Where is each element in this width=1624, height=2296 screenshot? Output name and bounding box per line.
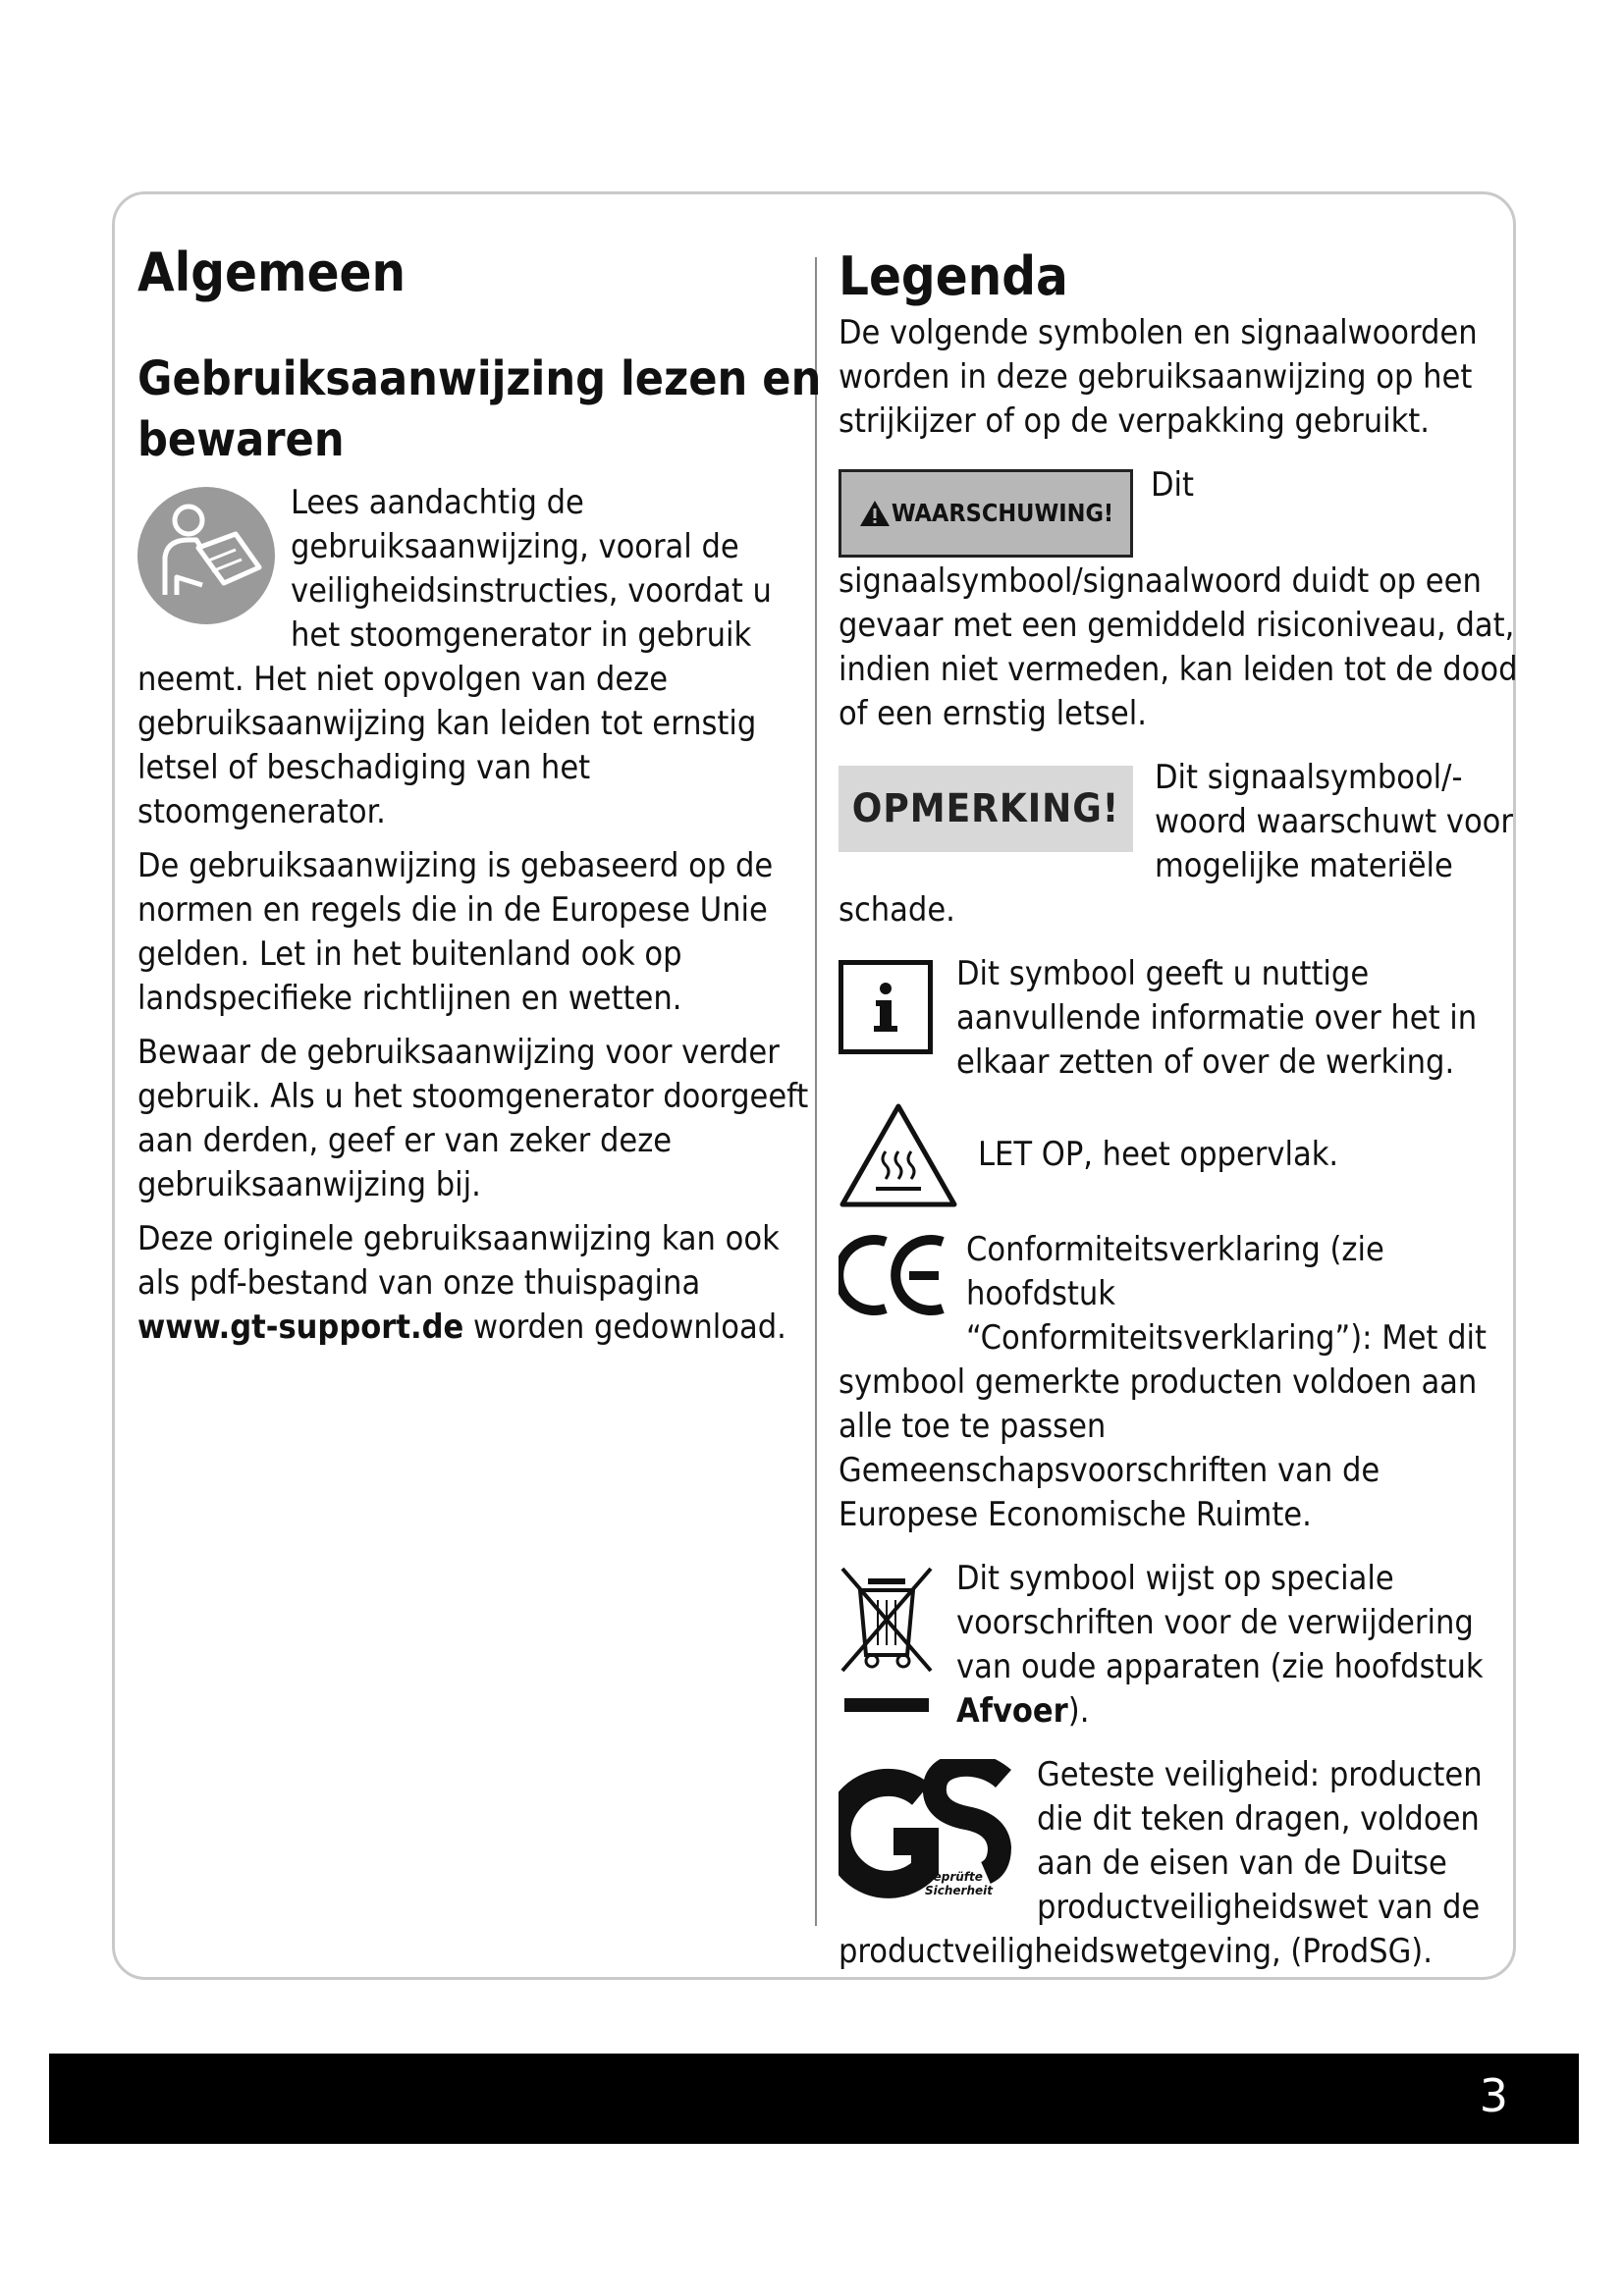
subheading-read-and-keep: Gebruiksaanwijzing lezen en bewaren bbox=[137, 350, 822, 468]
pdf-text-end: worden gedownload. bbox=[463, 1307, 786, 1347]
gs-small-label-1: geprüfte bbox=[925, 1869, 983, 1884]
gs-description: Geteste veiligheid: producten die dit teken dragen, voldoen aan de eisen van de Duitse productveiligheidswet van de productveiligheidswetgeving, (ProdSG). bbox=[839, 1754, 1483, 1971]
weee-bin-icon bbox=[839, 1565, 935, 1720]
legend-intro: De volgende symbolen en signaalwoorden worden in deze gebruiksaanwijzing op het strijkijzer of op de verpakking gebruikt. bbox=[839, 312, 1478, 441]
gs-mark-icon bbox=[839, 1759, 1015, 1906]
section-heading-legenda: Legenda bbox=[839, 245, 1068, 307]
note-label: OPMERKING! bbox=[851, 785, 1120, 831]
legend-ce bbox=[839, 1228, 1526, 1537]
warning-badge bbox=[839, 469, 1133, 558]
weee-text-end: ). bbox=[1067, 1690, 1090, 1731]
page-number: 3 bbox=[1479, 2069, 1508, 2122]
ce-mark-icon bbox=[839, 1234, 950, 1320]
hot-surface-description: LET OP, heet oppervlak. bbox=[978, 1135, 1339, 1175]
footer-bar bbox=[49, 2054, 1579, 2144]
paragraph-keep-manual: Bewaar de gebruiksaanwijzing voor verder gebruik. Als u het stoomgenerator doorgeeft aan derden, geef er van zeker deze gebruiksaanwijzing bij. bbox=[137, 1032, 809, 1204]
weee-text: Dit symbool wijst op speciale voorschriften voor de verwijdering van oude apparaten (zie hoofdstuk bbox=[956, 1558, 1484, 1686]
section-heading-algemeen: Algemeen bbox=[137, 241, 406, 303]
legend-warning bbox=[839, 463, 1526, 736]
paragraph-eu-standards: De gebruiksaanwijzing is gebaseerd op de normen en regels die in de Europese Unie gelden. Let in het buitenland ook op landspecifieke richtlijnen en wetten. bbox=[137, 845, 774, 1018]
pdf-text: Deze originele gebruiksaanwijzing kan ook als pdf-bestand van onze thuispagina bbox=[137, 1218, 780, 1303]
read-manual-icon bbox=[137, 487, 275, 628]
warning-label: WAARSCHUWING! bbox=[891, 499, 1114, 528]
left-column bbox=[137, 241, 825, 1350]
legend-info bbox=[839, 952, 1526, 1085]
paragraph-pdf-download bbox=[137, 1217, 825, 1350]
info-icon bbox=[839, 960, 933, 1054]
paragraph-read-carefully: Lees aandachtig de gebruiksaanwijzing, vooral de veiligheidsinstructies, voordat u het stoomgenerator in gebruik neemt. Het niet opvolgen van deze gebruiksaanwijzing kan leiden tot ernstig letsel of beschadiging van het stoomgenerator. bbox=[137, 482, 772, 831]
note-badge bbox=[839, 766, 1133, 852]
warning-triangle-icon bbox=[858, 499, 892, 528]
ce-description: Conformiteitsverklaring (zie hoofdstuk “Conformiteitsverklaring”): Met dit symbool gemerkte producten voldoen aan alle toe te passen Gemeenschapsvoorschriften van de Europese Economische Ruimte. bbox=[839, 1229, 1488, 1534]
legend-note bbox=[839, 756, 1526, 933]
support-website-link[interactable]: www.gt-support.de bbox=[137, 1307, 464, 1347]
legend-gs bbox=[839, 1753, 1526, 1974]
legend-weee bbox=[839, 1557, 1526, 1734]
right-column bbox=[839, 245, 1526, 1974]
note-description: Dit signaalsymbool/-woord waarschuwt voor mogelijke materiële schade. bbox=[839, 757, 1513, 930]
legend-hot-surface bbox=[839, 1102, 1526, 1208]
weee-chapter-ref: Afvoer bbox=[956, 1690, 1068, 1731]
warning-description: Dit signaalsymbool/signaalwoord duidt op een gevaar met een gemiddeld risiconiveau, dat, indien niet vermeden, kan leiden tot de dood of een ernstig letsel. bbox=[839, 464, 1518, 733]
hot-surface-icon bbox=[839, 1102, 958, 1208]
weee-description bbox=[839, 1557, 1526, 1734]
gs-small-label-2: Sicherheit bbox=[925, 1883, 993, 1897]
info-description: Dit symbool geeft u nuttige aanvullende informatie over het in elkaar zetten of over de werking. bbox=[956, 953, 1478, 1082]
